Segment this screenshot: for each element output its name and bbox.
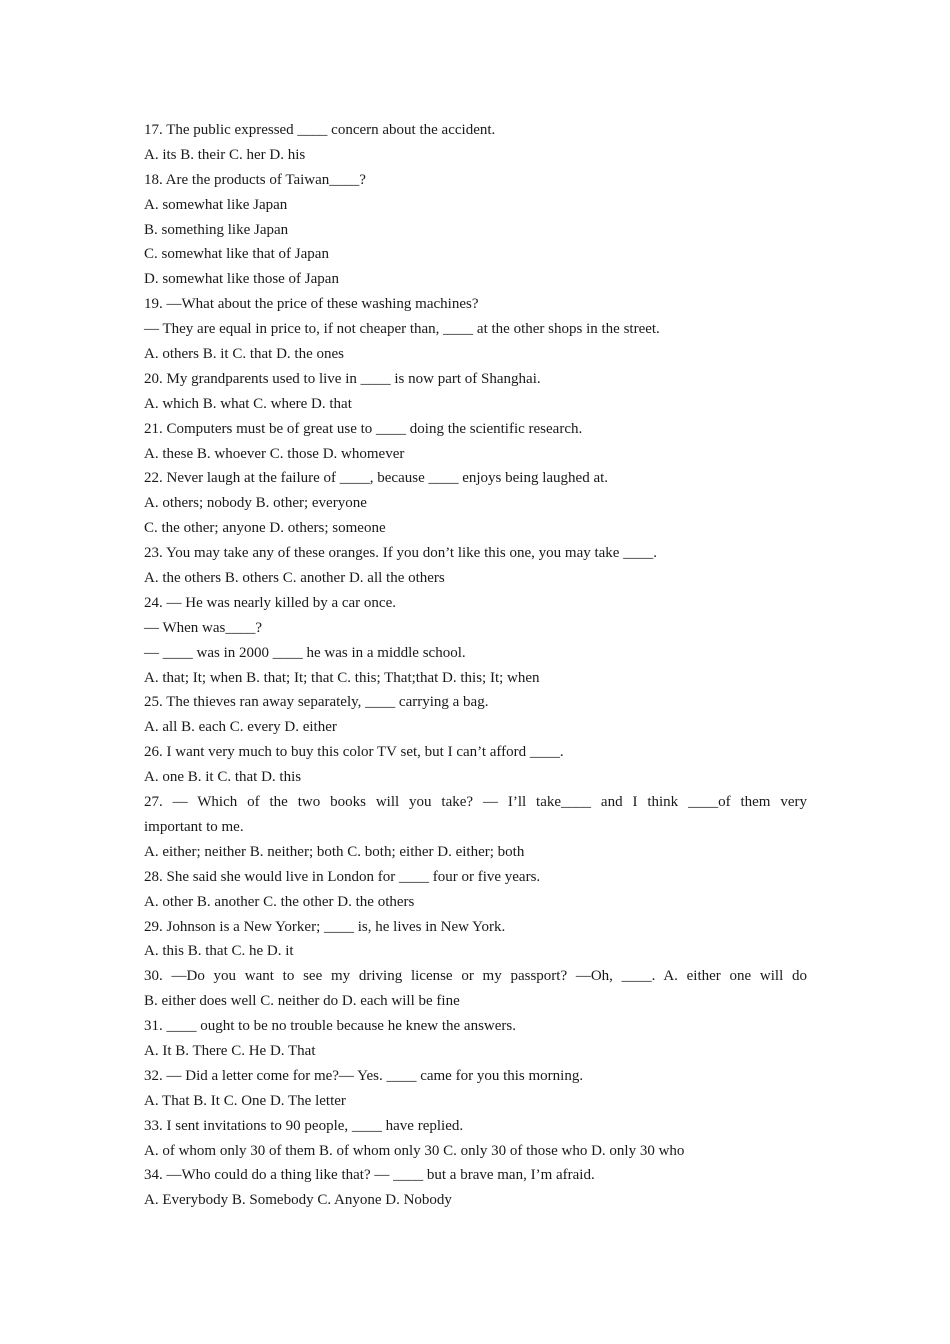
question-23: 23. You may take any of these oranges. If you don’t like this one, you may take ____. (144, 545, 657, 562)
question-27-cont: important to me. (144, 818, 244, 835)
question-18: 18. Are the products of Taiwan____? (144, 171, 366, 188)
question-24: 24. — He was nearly killed by a car once. (144, 594, 396, 611)
question-24-line-3: — ____ was in 2000 ____ he was in a middle school. (144, 644, 466, 661)
options-24: A. that; It; when B. that; It; that C. this; That;that D. this; It; when (144, 669, 540, 686)
options-22-cd: C. the other; anyone D. others; someone (144, 520, 386, 537)
options-20: A. which B. what C. where D. that (144, 395, 352, 412)
question-30: 30. —Do you want to see my driving license or my passport? —Oh, ____. A. either one will do (144, 968, 807, 985)
options-23: A. the others B. others C. another D. all the others (144, 570, 445, 587)
question-25: 25. The thieves ran away separately, ____ carrying a bag. (144, 694, 489, 711)
question-28: 28. She said she would live in London for ____ four or five years. (144, 868, 541, 885)
options-32: A. That B. It C. One D. The letter (144, 1092, 346, 1109)
question-31: 31. ____ ought to be no trouble because he knew the answers. (144, 1018, 516, 1035)
option-18-b: B. something like Japan (144, 221, 289, 238)
options-33: A. of whom only 30 of them B. of whom only 30 C. only 30 of those who D. only 30 who (144, 1142, 685, 1159)
question-33: 33. I sent invitations to 90 people, ____ have replied. (144, 1117, 464, 1134)
question-26: 26. I want very much to buy this color TV set, but I can’t afford ____. (144, 744, 564, 761)
options-31: A. It B. There C. He D. That (144, 1042, 316, 1059)
options-22-ab: A. others; nobody B. other; everyone (144, 495, 367, 512)
question-20: 20. My grandparents used to live in ____ is now part of Shanghai. (144, 370, 541, 387)
question-17: 17. The public expressed ____ concern about the accident. (144, 122, 496, 138)
options-21: A. these B. whoever C. those D. whomever (144, 445, 405, 462)
worksheet-page (144, 118, 807, 1213)
question-19-reply: — They are equal in price to, if not cheaper than, ____ at the other shops in the street. (144, 321, 660, 338)
option-18-a: A. somewhat like Japan (144, 196, 288, 213)
options-25: A. all B. each C. every D. either (144, 719, 337, 736)
question-27: 27. — Which of the two books will you take? — I’ll take____ and I think ____of them very (144, 794, 807, 811)
options-26: A. one B. it C. that D. this (144, 769, 302, 786)
options-17: A. its B. their C. her D. his (144, 146, 306, 163)
option-18-d: D. somewhat like those of Japan (144, 271, 339, 288)
question-29: 29. Johnson is a New Yorker; ____ is, he lives in New York. (144, 918, 506, 935)
question-21: 21. Computers must be of great use to ____ doing the scientific research. (144, 420, 583, 437)
options-27: A. either; neither B. neither; both C. both; either D. either; both (144, 843, 525, 860)
options-30: B. either does well C. neither do D. each will be fine (144, 993, 460, 1010)
question-24-line-2: — When was____? (144, 619, 263, 636)
options-19: A. others B. it C. that D. the ones (144, 346, 344, 363)
question-19: 19. —What about the price of these washing machines? (144, 296, 479, 313)
question-22: 22. Never laugh at the failure of ____, because ____ enjoys being laughed at. (144, 470, 609, 487)
options-29: A. this B. that C. he D. it (144, 943, 294, 960)
option-18-c: C. somewhat like that of Japan (144, 246, 329, 263)
question-32: 32. — Did a letter come for me?— Yes. ____ came for you this morning. (144, 1067, 584, 1084)
options-34: A. Everybody B. Somebody C. Anyone D. Nobody (144, 1192, 452, 1209)
question-34: 34. —Who could do a thing like that? — ____ but a brave man, I’m afraid. (144, 1167, 595, 1184)
options-28: A. other B. another C. the other D. the others (144, 893, 415, 910)
